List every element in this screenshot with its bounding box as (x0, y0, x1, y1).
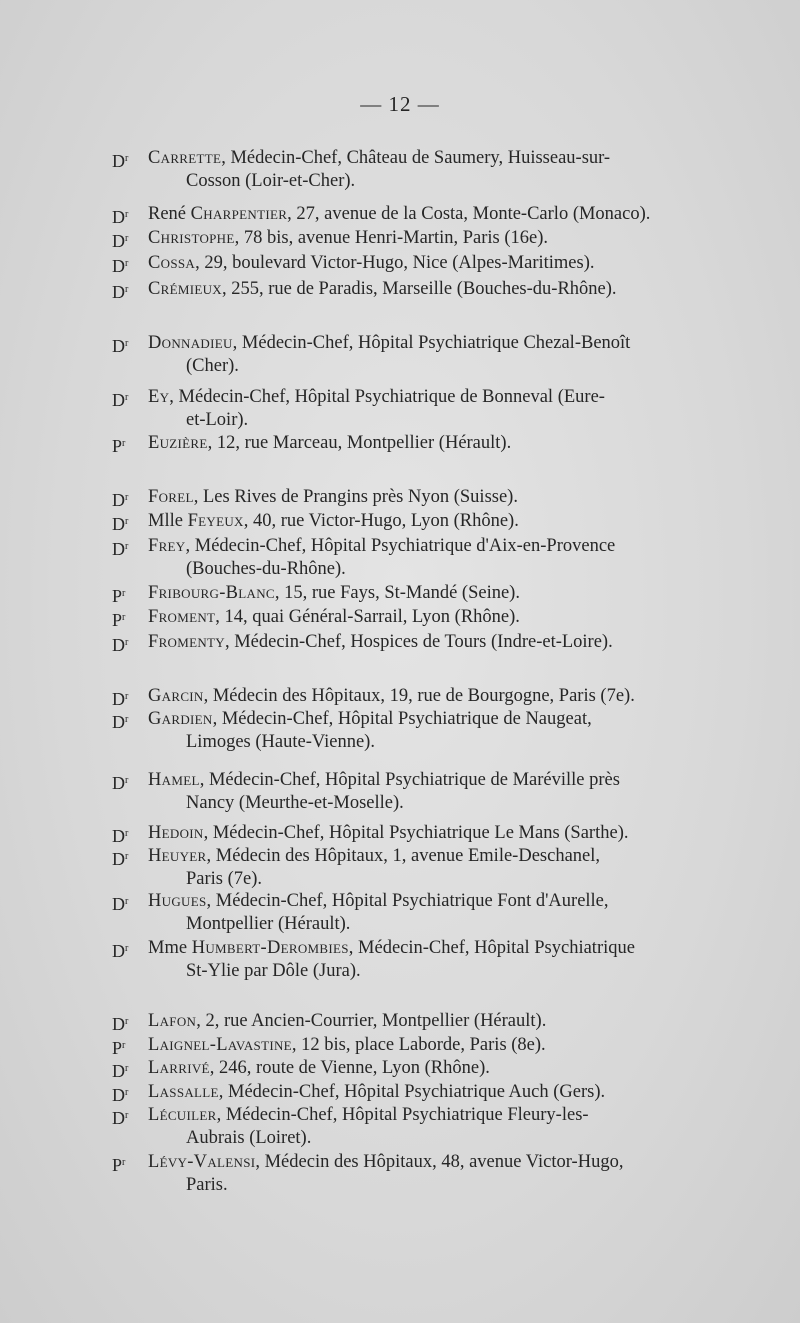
title-letter: D (112, 894, 125, 914)
entry-name: Fromenty (148, 632, 225, 652)
directory-entry (112, 1151, 748, 1197)
entry-first-line (148, 386, 748, 409)
entry-title (112, 845, 128, 871)
entry-address: , Médecin-Chef, Hôpital Psychiatrique d'Aix-en-Provence (185, 536, 616, 556)
entry-title (112, 890, 128, 916)
entry-address: , Médecin-Chef, Hôpital Psychiatrique Font d'Aurelle, (206, 891, 609, 911)
entry-name: Lévy-Valensi (148, 1152, 256, 1172)
title-superscript: r (125, 153, 129, 164)
entry-name: Hedoin (148, 823, 204, 843)
directory-entry (112, 1010, 748, 1034)
entry-name: Euzière (148, 433, 208, 453)
entry-continuation: Nancy (Meurthe-et-Moselle). (186, 793, 404, 813)
title-letter: D (112, 282, 125, 302)
title-superscript: r (125, 1087, 129, 1098)
entry-first-line (148, 1151, 748, 1174)
entry-address: , Médecin-Chef, Hôpital Psychiatrique de Bonneval (Eure- (169, 387, 605, 407)
entry-title (112, 227, 128, 253)
entry-address: , Médecin-Chef, Hôpital Psychiatrique Chezal-Benoît (232, 333, 631, 353)
entry-title (112, 769, 128, 795)
directory-entry (112, 535, 748, 581)
directory-entry (112, 708, 748, 754)
title-superscript: r (122, 612, 126, 623)
entry-name: Garcin (148, 686, 204, 706)
directory-entry (112, 1081, 748, 1105)
entry-first-line (148, 582, 748, 605)
entry-continuation: Cosson (Loir-et-Cher). (186, 171, 356, 191)
title-letter: D (112, 207, 125, 227)
entry-name: Lafon (148, 1011, 197, 1031)
entry-first-line (148, 278, 748, 301)
entry-name: Gardien (148, 709, 213, 729)
entry-first-line (148, 631, 748, 654)
title-superscript: r (125, 284, 129, 295)
directory-entry (112, 227, 748, 251)
entry-title (112, 278, 128, 304)
entry-first-line (148, 1057, 748, 1080)
entry-title (112, 1010, 128, 1036)
entry-first-line (148, 510, 748, 533)
entry-title (112, 332, 128, 358)
entry-first-line (148, 890, 748, 913)
entry-continuation: Montpellier (Hérault). (186, 914, 351, 934)
title-superscript: r (122, 1040, 126, 1051)
entry-address: , 40, rue Victor-Hugo, Lyon (Rhône). (243, 511, 519, 531)
title-superscript: r (125, 516, 129, 527)
entry-name: Ey (148, 387, 170, 407)
title-letter: D (112, 1085, 125, 1105)
title-superscript: r (125, 943, 129, 954)
entry-address: , 2, rue Ancien-Courrier, Montpellier (Hérault). (196, 1011, 547, 1031)
directory-entry (112, 845, 748, 891)
title-superscript: r (125, 691, 129, 702)
title-letter: D (112, 635, 125, 655)
entry-address: , 15, rue Fays, St-Mandé (Seine). (274, 583, 520, 603)
directory-entry (112, 890, 748, 936)
directory-entry (112, 631, 748, 655)
entry-first-line (148, 845, 748, 868)
entry-first-line (148, 203, 748, 226)
entry-title (112, 386, 128, 412)
directory-entry (112, 1104, 748, 1150)
entry-first-line (148, 432, 748, 455)
directory-entry (112, 606, 748, 630)
directory-entry (112, 486, 748, 510)
entry-first-line (148, 606, 748, 629)
entry-continuation: Limoges (Haute-Vienne). (186, 732, 375, 752)
entry-first-line (148, 1081, 748, 1104)
directory-entry (112, 278, 748, 302)
title-letter: D (112, 514, 125, 534)
entry-first-line (148, 535, 748, 558)
entry-name: Fribourg-Blanc (148, 583, 275, 603)
title-superscript: r (125, 541, 129, 552)
entry-prefix: René (148, 204, 191, 224)
title-letter: D (112, 941, 125, 961)
title-letter: D (112, 490, 125, 510)
entry-name: Heuyer (148, 846, 207, 866)
entry-name: Lassalle (148, 1082, 219, 1102)
title-superscript: r (125, 637, 129, 648)
entry-title (112, 486, 128, 512)
entry-first-line (148, 822, 748, 845)
entry-name: Laignel-Lavastine (148, 1035, 292, 1055)
title-superscript: r (125, 392, 129, 403)
entry-address: , Médecin des Hôpitaux, 48, avenue Victor-Hugo, (255, 1152, 624, 1172)
title-letter: D (112, 773, 125, 793)
title-superscript: r (125, 233, 129, 244)
title-letter: P (112, 610, 123, 630)
title-letter: P (112, 586, 123, 606)
title-letter: D (112, 849, 125, 869)
entry-title (112, 252, 128, 278)
entry-continuation: Paris (7e). (186, 869, 263, 889)
entry-first-line (148, 937, 748, 960)
directory-entry (112, 203, 748, 227)
entry-continuation: et-Loir). (186, 410, 249, 430)
title-superscript: r (125, 258, 129, 269)
title-superscript: r (122, 588, 126, 599)
entry-continuation: Paris. (186, 1175, 228, 1195)
entry-address: , 78 bis, avenue Henri-Martin, Paris (16e). (234, 228, 549, 248)
directory-entry (112, 1057, 748, 1081)
entry-continuation: Aubrais (Loiret). (186, 1128, 312, 1148)
entry-first-line (148, 147, 748, 170)
title-superscript: r (122, 1157, 126, 1168)
directory-entry (112, 822, 748, 846)
title-letter: D (112, 1061, 125, 1081)
title-letter: D (112, 712, 125, 732)
entry-address: , 27, avenue de la Costa, Monte-Carlo (Monaco). (287, 204, 651, 224)
title-letter: D (112, 151, 125, 171)
entry-name: Humbert-Derombies (191, 938, 349, 958)
entry-name: Christophe (148, 228, 235, 248)
title-superscript: r (125, 1110, 129, 1121)
title-letter: P (112, 1038, 123, 1058)
entry-title (112, 432, 125, 458)
entry-name: Cossa (148, 253, 196, 273)
title-superscript: r (125, 851, 129, 862)
directory-entry (112, 937, 748, 983)
entry-first-line (148, 708, 748, 731)
directory-entry (112, 147, 748, 193)
entry-continuation: (Bouches-du-Rhône). (186, 559, 346, 579)
entry-title (112, 937, 128, 963)
entry-address: , Médecin-Chef, Hôpital Psychiatrique (348, 938, 635, 958)
title-letter: D (112, 390, 125, 410)
entry-continuation: (Cher). (186, 356, 239, 376)
entry-address: , Médecin-Chef, Hôpital Psychiatrique Auch (Gers). (218, 1082, 606, 1102)
entry-prefix: Mme (148, 938, 192, 958)
entry-name: Froment (148, 607, 216, 627)
entry-address: , Médecin-Chef, Château de Saumery, Huisseau-sur- (221, 148, 611, 168)
title-letter: D (112, 826, 125, 846)
title-letter: D (112, 539, 125, 559)
entry-address: , 12 bis, place Laborde, Paris (8e). (291, 1035, 546, 1055)
directory-entry (112, 332, 748, 378)
entry-title (112, 535, 128, 561)
entry-address: , 246, route de Vienne, Lyon (Rhône). (209, 1058, 490, 1078)
entry-prefix: Mlle (148, 511, 188, 531)
entry-address: , 29, boulevard Victor-Hugo, Nice (Alpes-Maritimes). (195, 253, 595, 273)
entry-title (112, 510, 128, 536)
page-number: — 12 — (360, 92, 440, 116)
directory-entry (112, 1034, 748, 1058)
entry-title (112, 631, 128, 657)
entry-name: Frey (148, 536, 186, 556)
title-letter: D (112, 231, 125, 251)
title-superscript: r (125, 209, 129, 220)
title-superscript: r (125, 714, 129, 725)
entry-address: , 14, quai Général-Sarrail, Lyon (Rhône). (215, 607, 520, 627)
entry-address: , Médecin-Chef, Hôpital Psychiatrique Le Mans (Sarthe). (203, 823, 629, 843)
title-letter: P (112, 436, 123, 456)
title-superscript: r (125, 492, 129, 503)
entry-address: , Médecin-Chef, Hôpital Psychiatrique de Maréville près (199, 770, 620, 790)
entry-first-line (148, 227, 748, 250)
entry-name: Hugues (148, 891, 207, 911)
title-superscript: r (125, 828, 129, 839)
entry-name: Hamel (148, 770, 200, 790)
title-superscript: r (125, 1063, 129, 1074)
title-letter: P (112, 1155, 123, 1175)
entry-title (112, 203, 128, 229)
entry-first-line (148, 769, 748, 792)
entry-name: Feyeux (187, 511, 244, 531)
entry-title (112, 1151, 125, 1177)
title-letter: D (112, 1014, 125, 1034)
title-letter: D (112, 256, 125, 276)
entry-name: Carrette (148, 148, 222, 168)
directory-entry (112, 582, 748, 606)
entry-address: , 255, rue de Paradis, Marseille (Bouches-du-Rhône). (221, 279, 617, 299)
entry-title (112, 147, 128, 173)
directory-entry (112, 252, 748, 276)
directory-entry (112, 432, 748, 456)
entry-title (112, 1057, 128, 1083)
entry-first-line (148, 1104, 748, 1127)
entry-title (112, 1104, 128, 1130)
entry-first-line (148, 1010, 748, 1033)
entry-first-line (148, 332, 748, 355)
title-superscript: r (125, 896, 129, 907)
directory-entry (112, 510, 748, 534)
entry-address: , Médecin des Hôpitaux, 1, avenue Emile-Deschanel, (206, 846, 601, 866)
directory-entry (112, 769, 748, 815)
title-superscript: r (125, 1016, 129, 1027)
entry-title (112, 708, 128, 734)
entry-title (112, 582, 125, 608)
entry-address: , Médecin-Chef, Hôpital Psychiatrique de Naugeat, (212, 709, 592, 729)
entry-name: Forel (148, 487, 194, 507)
entry-address: , Médecin-Chef, Hospices de Tours (Indre-et-Loire). (224, 632, 613, 652)
entry-first-line (148, 486, 748, 509)
entry-address: , 12, rue Marceau, Montpellier (Hérault). (207, 433, 512, 453)
entry-name: Charpentier (190, 204, 288, 224)
title-letter: D (112, 689, 125, 709)
entry-title (112, 606, 125, 632)
title-superscript: r (125, 338, 129, 349)
entry-name: Donnadieu (148, 333, 233, 353)
title-superscript: r (125, 775, 129, 786)
entry-address: , Médecin-Chef, Hôpital Psychiatrique Fleury-les- (216, 1105, 589, 1125)
entry-name: Crémieux (148, 279, 222, 299)
directory-entry (112, 685, 748, 709)
entry-first-line (148, 685, 748, 708)
entry-first-line (148, 1034, 748, 1057)
title-letter: D (112, 1108, 125, 1128)
entry-address: , Médecin des Hôpitaux, 19, rue de Bourgogne, Paris (7e). (203, 686, 635, 706)
entry-address: , Les Rives de Prangins près Nyon (Suisse). (193, 487, 518, 507)
title-letter: D (112, 336, 125, 356)
title-superscript: r (122, 438, 126, 449)
entry-first-line (148, 252, 748, 275)
directory-entry (112, 386, 748, 432)
entry-name: Lécuiler (148, 1105, 217, 1125)
entry-name: Larrivé (148, 1058, 210, 1078)
entry-continuation: St-Ylie par Dôle (Jura). (186, 961, 361, 981)
